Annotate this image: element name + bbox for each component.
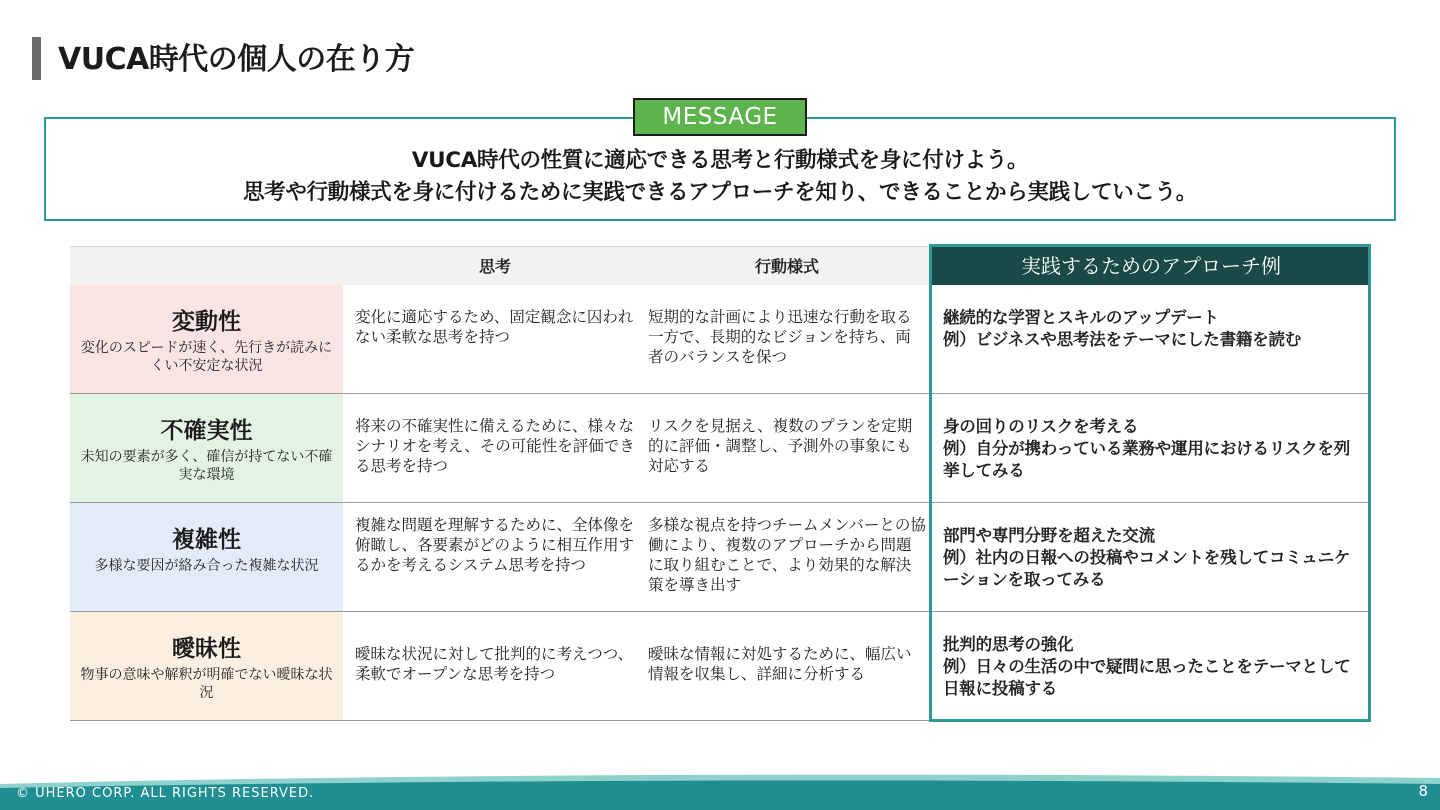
approach-cell: [943, 612, 1363, 720]
approach-example: 例）日々の生活の中で疑問に思ったことをテーマとして日報に投稿する: [943, 657, 1351, 698]
title-accent-bar: [32, 37, 41, 80]
approach-title: 部門や専門分野を超えた交流: [943, 526, 1155, 545]
thinking-cell: 変化に適応するため、固定観念に囚われない柔軟な思考を持つ: [355, 308, 634, 346]
table-row-uncertainty: [70, 394, 1370, 503]
message-line-1: VUCA時代の性質に適応できる思考と行動様式を身に付けよう。: [411, 148, 1029, 173]
message-line-2: 思考や行動様式を身に付けるために実践できるアプローチを知り、できることから実践していこう。: [242, 180, 1197, 205]
row-name: 変動性: [172, 309, 241, 335]
row-description: 多様な要因が絡み合った複雑な状況: [94, 558, 319, 574]
approach-title: 身の回りのリスクを考える: [943, 417, 1139, 436]
approach-example: 例）社内の日報への投稿やコメントを残してコミュニケーションを取ってみる: [943, 548, 1351, 589]
row-name: 曖昧性: [172, 636, 241, 662]
behavior-cell: 短期的な計画により迅速な行動を取る一方で、長期的なビジョンを持ち、両者のバランスを保つ: [648, 308, 912, 366]
row-description: 物事の意味や解釈が明確でない曖昧な状況: [80, 667, 333, 701]
copyright-text: © UHERO CORP. ALL RIGHTS RESERVED.: [16, 786, 315, 801]
table-row-complexity: [70, 503, 1370, 612]
thinking-cell: 複雑な問題を理解するために、全体像を俯瞰し、各要素がどのように相互作用するかを考えるシステム思考を持つ: [355, 516, 635, 574]
approach-cell: [943, 503, 1363, 611]
header-thinking: 思考: [478, 257, 511, 276]
approach-title: 継続的な学習とスキルのアップデート: [943, 308, 1219, 327]
approach-cell: [943, 394, 1363, 502]
message-tag: MESSAGE: [633, 98, 807, 136]
approach-example: 例）ビジネスや思考法をテーマにした書籍を読む: [943, 330, 1302, 349]
page-number: 8: [1418, 782, 1428, 800]
thinking-cell: 曖昧な状況に対して批判的に考えつつ、柔軟でオープンな思考を持つ: [355, 645, 634, 683]
row-name: 複雑性: [172, 527, 241, 553]
approach-title: 批判的思考の強化: [943, 635, 1074, 654]
behavior-cell: 多様な視点を持つチームメンバーとの協働により、複数のアプローチから問題に取り組むことで、より効果的な解決策を導き出す: [648, 516, 926, 594]
row-head: [70, 503, 343, 611]
row-head: [70, 285, 343, 393]
thinking-cell: 将来の不確実性に備えるために、様々なシナリオを考え、その可能性を評価できる思考を持つ: [355, 417, 635, 475]
table-row-volatility: [70, 285, 1370, 394]
approach-cell: [943, 285, 1363, 393]
table-row-ambiguity: [70, 612, 1370, 721]
header-approach: 実践するためのアプローチ例: [932, 246, 1370, 285]
behavior-cell: リスクを見据え、複数のプランを定期的に評価・調整し、予測外の事象にも対応する: [648, 417, 913, 475]
approach-example: 例）自分が携わっている業務や運用におけるリスクを列挙してみる: [943, 439, 1351, 480]
row-description: 変化のスピードが速く、先行きが読みにくい不安定な状況: [80, 340, 333, 374]
row-head: [70, 394, 343, 502]
page-title: VUCA時代の個人の在り方: [58, 42, 415, 77]
row-name: 不確実性: [160, 418, 253, 444]
row-description: 未知の要素が多く、確信が持てない不確実な環境: [80, 449, 333, 483]
header-behavior: 行動様式: [754, 257, 819, 276]
row-head: [70, 612, 343, 720]
behavior-cell: 曖昧な情報に対処するために、幅広い情報を収集し、詳細に分析する: [648, 645, 912, 683]
vuca-table: [70, 246, 1370, 722]
